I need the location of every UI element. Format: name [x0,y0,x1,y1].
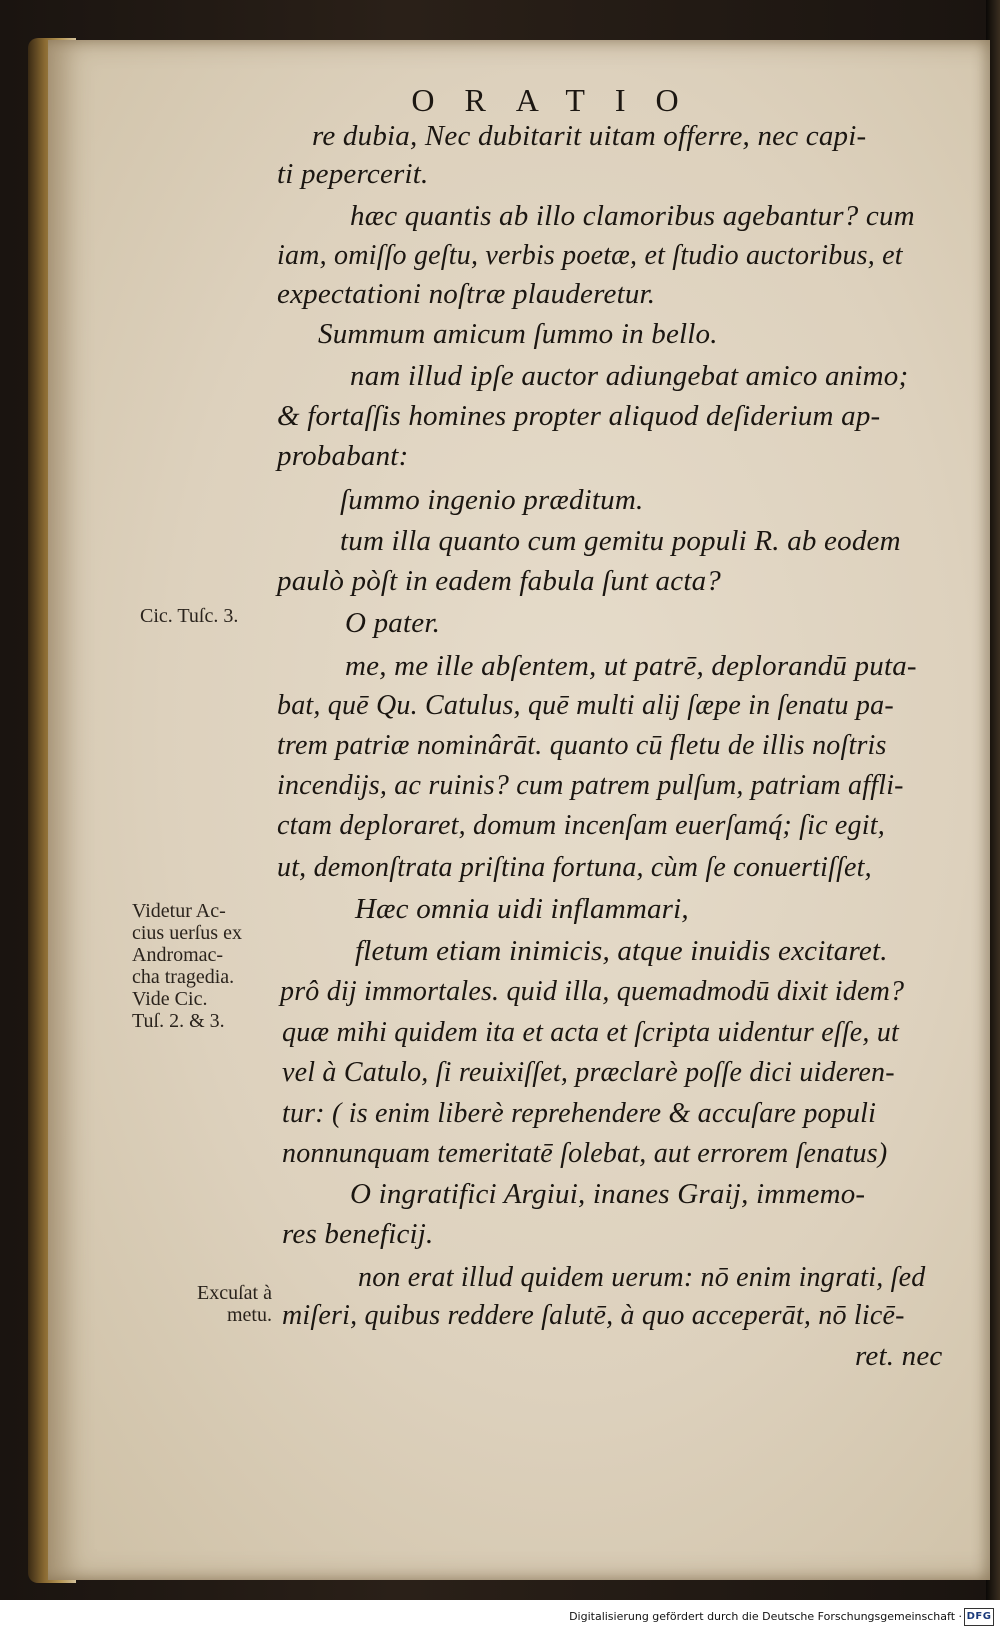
text-line: non erat illud quidem uerum: nō enim ingrati, ſed [358,1262,926,1293]
text-line: bat, quē Qu. Catulus, quē multi alij ſæpe in ſenatu pa- [277,690,894,721]
margin-note-line: metu. [227,1304,272,1326]
text-line: ctam deploraret, domum incenſam euerſamq́; ſic egit, [277,810,885,841]
text-line: paulò pòſt in eadem fabula ſunt acta? [277,565,721,597]
margin-note-line: Excuſat à [197,1282,272,1304]
text-line: trem patriæ nominârāt. quanto cū fletu de illis noſtris [277,730,887,761]
text-line: tur: ( is enim liberè reprehendere & accuſare populi [282,1098,877,1129]
margin-note-line: Andromac- [132,944,224,966]
text-line: incendijs, ac ruinis? cum patrem pulſum, patriam affli- [277,770,904,801]
text-line: tum illa quanto cum gemitu populi R. ab eodem [340,525,901,557]
text-line: nonnunquam temeritatē ſolebat, aut errorem ſenatus) [282,1138,888,1169]
text-line: O pater. [345,607,441,639]
margin-note-line: Cic. Tuſc. 3. [140,605,239,627]
text-line: probabant: [277,440,409,472]
margin-note-line: Tuſ. 2. & 3. [132,1010,225,1032]
text-line: ut, demonſtrata priſtina fortuna, cùm ſe conuertiſſet, [277,852,872,883]
margin-note-accius [132,900,242,1032]
text-line: res beneficij. [282,1218,434,1250]
text-line: quæ mihi quidem ita et acta et ſcripta uidentur eſſe, ut [282,1017,900,1048]
margin-note-line: cius uerſus ex [132,922,242,944]
text-line: re dubia, Nec dubitarit uitam offerre, nec capi- [312,120,867,152]
dfg-logo: DFG [964,1608,994,1626]
margin-note-line: Vide Cic. [132,988,208,1010]
text-line: Summum amicum ſummo in bello. [318,318,718,350]
text-line: hæc quantis ab illo clamoribus agebantur? cum [350,200,915,232]
text-line: O ingratifici Argiui, inanes Graij, immemo- [350,1178,866,1210]
footer-bar [0,1600,1000,1638]
funding-credit: Digitalisierung gefördert durch die Deutsche Forschungsgemeinschaft · [569,1610,962,1623]
margin-note-line: cha tragedia. [132,966,235,988]
text-line: ret. nec [855,1340,943,1372]
text-line: vel à Catulo, ſi reuixiſſet, præclarè poſſe dici uideren- [282,1057,895,1088]
text-line: prô dij immortales. quid illa, quemadmodū dixit idem? [280,976,905,1007]
running-head: ORATIO [411,82,709,118]
text-line: ti pepercerit. [277,158,429,190]
text-line: Hæc omnia uidi inflammari, [355,893,689,925]
text-line: nam illud ipſe auctor adiungebat amico animo; [350,360,909,392]
text-line: ſummo ingenio præditum. [340,484,644,516]
text-line: me, me ille abſentem, ut patrē, deplorandū puta- [345,650,917,682]
margin-note-cicero [140,605,238,627]
text-line: fletum etiam inimicis, atque inuidis excitaret. [355,935,888,967]
text-line: & fortaſſis homines propter aliquod deſiderium ap- [277,400,881,432]
margin-note-excusat [152,1282,272,1326]
text-line: expectationi noſtræ plauderetur. [277,278,656,310]
text-line: iam, omiſſo geſtu, verbis poetæ, et ſtudio auctoribus, et [277,240,903,271]
text-line: miſeri, quibus reddere ſalutē, à quo acceperāt, nō licē- [282,1300,905,1331]
margin-note-line: Videtur Ac- [132,900,226,922]
